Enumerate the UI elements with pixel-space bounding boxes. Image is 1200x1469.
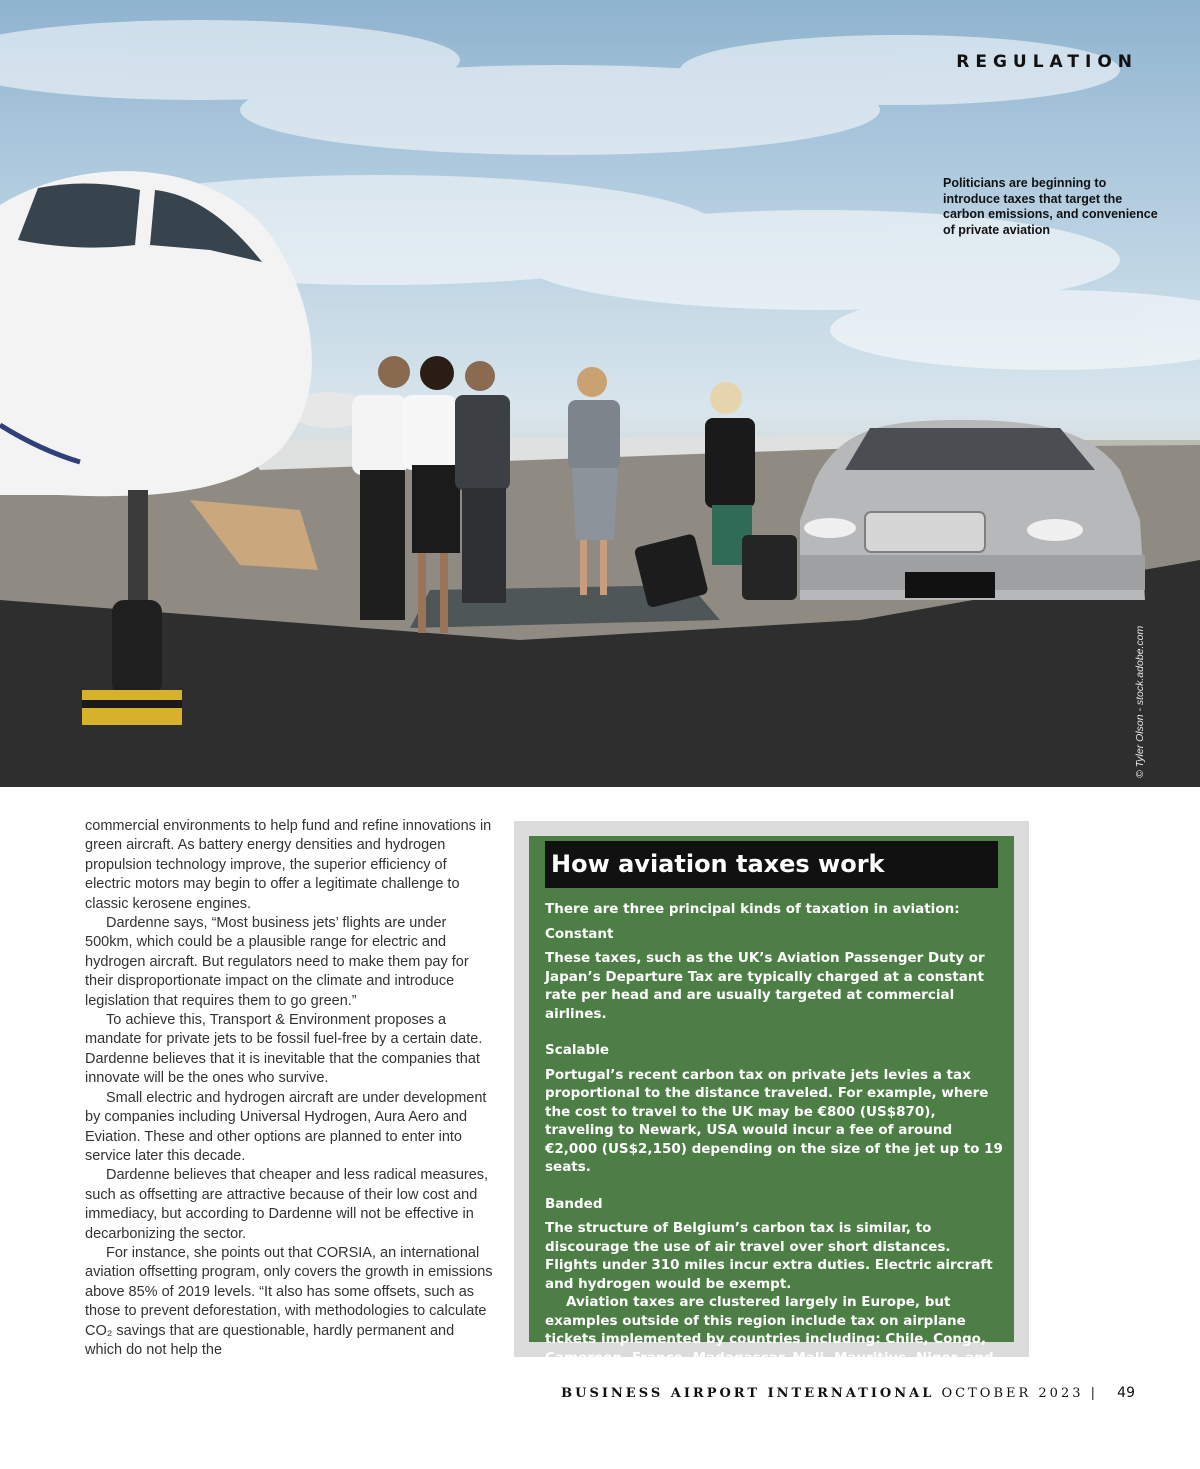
article-paragraph: To achieve this, Transport & Environment proposes a mandate for private jets to be fossil fuel-free by a certain date. Dardenne believes that it is inevitable that the companies that innovate will be the ones who survive. xyxy=(85,1012,483,1087)
sidebar-intro: There are three principal kinds of taxation in aviation: xyxy=(545,901,960,917)
sidebar-heading-scalable: Scalable xyxy=(545,1042,610,1058)
section-label: REGULATION xyxy=(956,52,1138,72)
photo-caption: Politicians are beginning to introduce taxes that target the carbon emissions, and convenience of private aviation xyxy=(943,176,1158,237)
sidebar-title: How aviation taxes work xyxy=(545,841,998,888)
page-number: 49 xyxy=(1117,1385,1135,1401)
sidebar-heading-banded: Banded xyxy=(545,1195,603,1212)
issue-date: OCTOBER 2023 xyxy=(941,1386,1084,1401)
article-paragraph: commercial environments to help fund and refine innovations in green aircraft. As battery energy densities and hydrogen propulsion technology improve, the superior efficiency of electric motors may begin to offer a legitimate challenge to classic kerosene engines. xyxy=(85,818,492,912)
footer-separator: | xyxy=(1090,1386,1099,1401)
sidebar-text-constant: These taxes, such as the UK’s Aviation Passenger Duty or Japan’s Departure Tax are typically charged at a constant rate per head and are usually targeted at commercial airlines. xyxy=(545,950,985,1022)
limousine xyxy=(800,420,1145,600)
page-footer xyxy=(561,1385,1135,1401)
sidebar-text-banded: The structure of Belgium’s carbon tax is similar, to discourage the use of air travel over short distances. Flights under 310 miles incur extra duties. Electric aircraft and hydrogen would be exempt. xyxy=(545,1220,993,1292)
photo-credit: © Tyler Olson - stock.adobe.com xyxy=(1134,625,1146,778)
cockpit-window xyxy=(18,183,140,247)
sidebar-closing: Aviation taxes are clustered largely in Europe, but examples outside of this region include tax on airplane tickets implemented by countries including: Chile, Congo, Cameroon, France, Madagascar, Mali, Mauritius, Niger, and South Korea. xyxy=(545,1294,994,1384)
sidebar-body xyxy=(545,900,1007,1404)
article-paragraph: Dardenne says, “Most business jets’ flights are under 500km, which could be a plausible range for electric and hydrogen aircraft. But regulators need to make them pay for their disproportionate impact on the climate and introduce legislation that requires them to go green.” xyxy=(85,915,469,1009)
article-column xyxy=(85,817,495,1360)
article-paragraph: Small electric and hydrogen aircraft are under development by companies including Universal Hydrogen, Aura Aero and Eviation. These and other options are planned to enter into service later this decade. xyxy=(85,1089,487,1164)
nose-gear xyxy=(128,490,148,600)
sidebar-text-scalable: Portugal’s recent carbon tax on private jets levies a tax proportional to the distance traveled. For example, where the cost to travel to the UK may be €800 (US$870), traveling to Newark, USA would incur a fee of around €2,000 (US$2,150) depending on the size of the jet up to 19 seats. xyxy=(545,1066,1003,1175)
publication-name: BUSINESS AIRPORT INTERNATIONAL xyxy=(561,1386,935,1401)
article-paragraph: Dardenne believes that cheaper and less radical measures, such as offsetting are attractive because of their low cost and immediacy, but according to Dardenne will not be effective in decarbonizing the sector. xyxy=(85,1167,489,1242)
sidebar-heading-constant: Constant xyxy=(545,925,614,942)
article-paragraph: For instance, she points out that CORSIA, an international aviation offsetting program, only covers the growth in emissions above 85% of 2019 levels. “It also has some offsets, such as those to prevent deforestation, with methodologies to calculate CO₂ savings that are questionable, hardly permanent and which do not help the xyxy=(85,1244,493,1358)
